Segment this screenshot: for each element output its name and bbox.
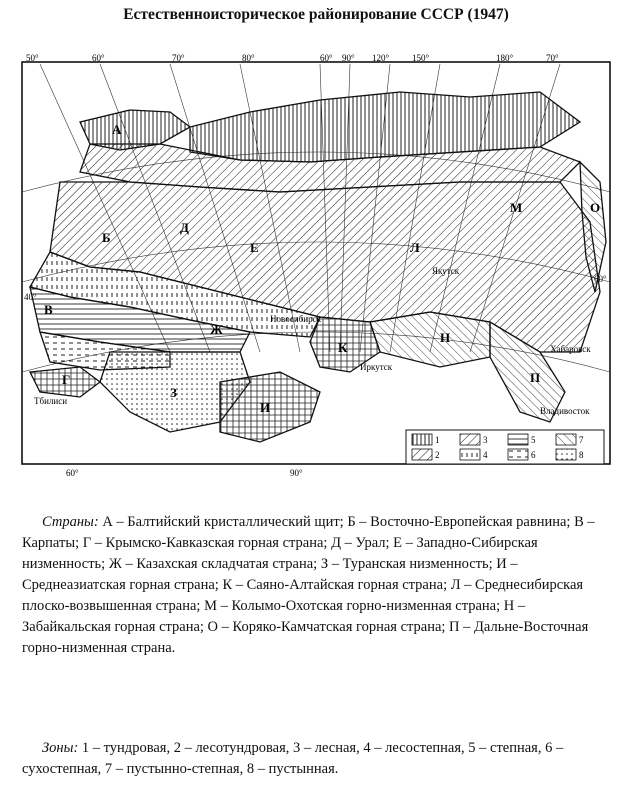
- legend-number: 1: [435, 435, 440, 445]
- legend-number: 8: [579, 450, 584, 460]
- region-letter: Б: [102, 230, 111, 245]
- grat-label: 90°: [342, 53, 355, 63]
- region-letter: И: [260, 400, 271, 415]
- region-letter: Д: [180, 220, 189, 235]
- city-label-yakutsk: Якутск: [432, 266, 460, 276]
- city-label-novosibirsk: Новосибирск: [270, 314, 321, 324]
- grat-label: 80°: [242, 53, 255, 63]
- region-letter: Е: [250, 240, 259, 255]
- legend-number: 7: [579, 435, 584, 445]
- city-label-vladivostok: Владивосток: [540, 406, 590, 416]
- region-letter: А: [112, 122, 122, 137]
- grat-label: 180°: [496, 53, 514, 63]
- grat-label: 90°: [290, 468, 303, 478]
- grat-label: 60°: [320, 53, 333, 63]
- zones-lead: Зоны:: [42, 740, 79, 756]
- map-legend: [406, 430, 604, 464]
- region-letter: В: [44, 302, 53, 317]
- legend-number: 4: [483, 450, 488, 460]
- zones-legend: [22, 738, 612, 780]
- region-letter: Ж: [210, 322, 223, 337]
- ussr-regions-map: [20, 52, 614, 482]
- region-letter: Л: [410, 240, 420, 255]
- city-label-khabarovsk: Хабаровск: [550, 344, 591, 354]
- region-letter: М: [510, 200, 523, 215]
- page-title: Естественноисторическое районирование СССР (1947): [123, 6, 509, 23]
- region-letter: О: [590, 200, 601, 215]
- legend-number: 5: [531, 435, 536, 445]
- grat-label: 60°: [594, 274, 607, 284]
- legend-number: 3: [483, 435, 488, 445]
- legend-number: 2: [435, 450, 440, 460]
- grat-label: 60°: [92, 53, 105, 63]
- region-letter: Г: [62, 372, 71, 387]
- region-letter: Н: [440, 330, 451, 345]
- region-letter: К: [338, 340, 348, 355]
- grat-label: 70°: [172, 53, 185, 63]
- countries-lead: Страны:: [42, 514, 99, 530]
- city-label-irkutsk: Иркутск: [360, 362, 393, 372]
- city-label-tbilisi: Тбилиси: [34, 396, 68, 406]
- grat-label: 50°: [26, 53, 39, 63]
- grat-label: 40°: [24, 292, 37, 302]
- region-letter: П: [530, 370, 541, 385]
- grat-label: 150°: [412, 53, 430, 63]
- region-letter: З: [170, 385, 177, 400]
- zones-text: 1 – тундровая, 2 – лесотундровая, 3 – лесная, 4 – лесостепная, 5 – степная, 6 – сухостепная, 7 – пустынно-степная, 8 – пустынная.: [22, 740, 564, 777]
- grat-label: 120°: [372, 53, 390, 63]
- countries-legend: [22, 512, 612, 659]
- countries-text: А – Балтийский кристаллический щит; Б – Восточно-Европейская равнина; В – Карпаты; Г – Крымско-Кавказская горная страна; Д – Урал; Е – Западно-Сибирская низменность; Ж – Казахская складчатая страна; З – Туранская низменность; И – Среднеазиатская горная страна; К – Саяно-Алтайская горная страна; Л – Среднесибирская плоско-возвышенная страна; М – Колымо-Охотская горно-низменная страна; Н – Забайкальская горная страна; О – Коряко-Камчатская горная страна; П – Дальне-Восточная горно-низменная страна.: [22, 514, 595, 656]
- legend-number: 6: [531, 450, 536, 460]
- grat-label: 60°: [66, 468, 79, 478]
- grat-label: 70°: [546, 53, 559, 63]
